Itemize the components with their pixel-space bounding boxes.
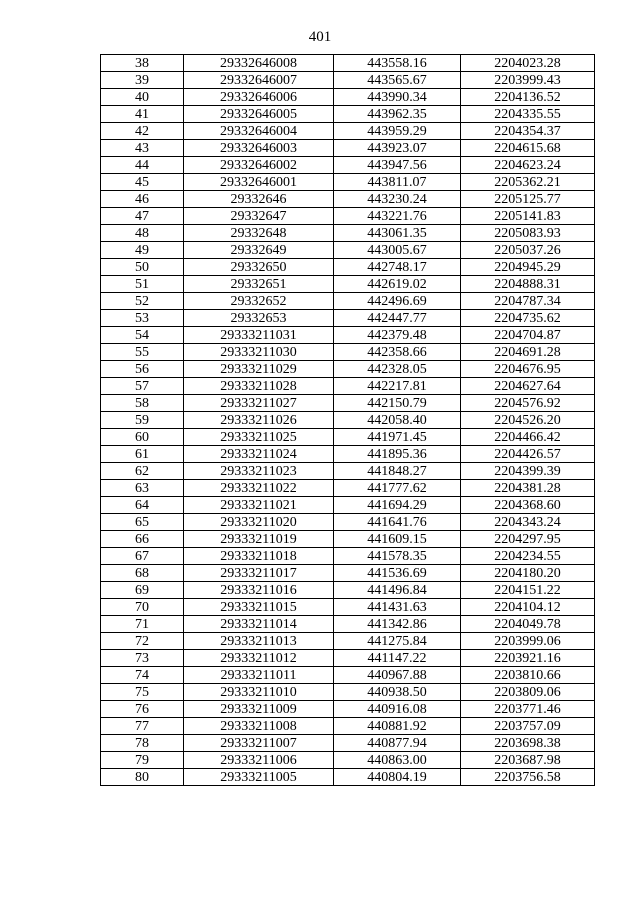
row-number-cell: 69	[101, 582, 184, 599]
x-coordinate-cell: 443962.35	[334, 106, 461, 123]
row-number-cell: 74	[101, 667, 184, 684]
y-coordinate-cell: 2204576.92	[461, 395, 595, 412]
point-id-cell: 29332646	[184, 191, 334, 208]
table-row	[101, 463, 595, 480]
table-row	[101, 735, 595, 752]
point-id-cell: 29333211016	[184, 582, 334, 599]
x-coordinate-cell: 442496.69	[334, 293, 461, 310]
row-number-cell: 76	[101, 701, 184, 718]
table-row	[101, 106, 595, 123]
table-row	[101, 327, 595, 344]
table-row	[101, 344, 595, 361]
y-coordinate-cell: 2204466.42	[461, 429, 595, 446]
x-coordinate-cell: 440863.00	[334, 752, 461, 769]
x-coordinate-cell: 442358.66	[334, 344, 461, 361]
y-coordinate-cell: 2204297.95	[461, 531, 595, 548]
point-id-cell: 29333211005	[184, 769, 334, 786]
y-coordinate-cell: 2204104.12	[461, 599, 595, 616]
x-coordinate-cell: 441431.63	[334, 599, 461, 616]
table-row	[101, 752, 595, 769]
row-number-cell: 45	[101, 174, 184, 191]
point-id-cell: 29332646007	[184, 72, 334, 89]
y-coordinate-cell: 2204049.78	[461, 616, 595, 633]
x-coordinate-cell: 442447.77	[334, 310, 461, 327]
row-number-cell: 65	[101, 514, 184, 531]
point-id-cell: 29333211015	[184, 599, 334, 616]
table-row	[101, 531, 595, 548]
y-coordinate-cell: 2204691.28	[461, 344, 595, 361]
x-coordinate-cell: 443565.67	[334, 72, 461, 89]
y-coordinate-cell: 2204151.22	[461, 582, 595, 599]
table-row	[101, 429, 595, 446]
point-id-cell: 29333211013	[184, 633, 334, 650]
table-row	[101, 480, 595, 497]
row-number-cell: 79	[101, 752, 184, 769]
table-row	[101, 514, 595, 531]
y-coordinate-cell: 2204335.55	[461, 106, 595, 123]
x-coordinate-cell: 441609.15	[334, 531, 461, 548]
row-number-cell: 77	[101, 718, 184, 735]
y-coordinate-cell: 2204023.28	[461, 55, 595, 72]
table-row	[101, 123, 595, 140]
point-id-cell: 29332651	[184, 276, 334, 293]
page-number: 401	[308, 29, 332, 45]
y-coordinate-cell: 2204354.37	[461, 123, 595, 140]
point-id-cell: 29333211006	[184, 752, 334, 769]
x-coordinate-cell: 443061.35	[334, 225, 461, 242]
table-row	[101, 276, 595, 293]
point-id-cell: 29333211021	[184, 497, 334, 514]
x-coordinate-cell: 440967.88	[334, 667, 461, 684]
table-row	[101, 191, 595, 208]
table-row	[101, 89, 595, 106]
point-id-cell: 29332646001	[184, 174, 334, 191]
table-row	[101, 293, 595, 310]
row-number-cell: 75	[101, 684, 184, 701]
point-id-cell: 29332653	[184, 310, 334, 327]
row-number-cell: 38	[101, 55, 184, 72]
row-number-cell: 57	[101, 378, 184, 395]
x-coordinate-cell: 443923.07	[334, 140, 461, 157]
table-row	[101, 446, 595, 463]
table-row	[101, 718, 595, 735]
table-row	[101, 616, 595, 633]
row-number-cell: 43	[101, 140, 184, 157]
row-number-cell: 40	[101, 89, 184, 106]
row-number-cell: 52	[101, 293, 184, 310]
y-coordinate-cell: 2204735.62	[461, 310, 595, 327]
x-coordinate-cell: 442379.48	[334, 327, 461, 344]
table-row	[101, 599, 595, 616]
x-coordinate-cell: 441777.62	[334, 480, 461, 497]
row-number-cell: 55	[101, 344, 184, 361]
x-coordinate-cell: 442328.05	[334, 361, 461, 378]
table-body	[101, 55, 595, 786]
row-number-cell: 50	[101, 259, 184, 276]
point-id-cell: 29332649	[184, 242, 334, 259]
row-number-cell: 64	[101, 497, 184, 514]
row-number-cell: 58	[101, 395, 184, 412]
table-row	[101, 548, 595, 565]
x-coordinate-cell: 443005.67	[334, 242, 461, 259]
x-coordinate-cell: 440804.19	[334, 769, 461, 786]
y-coordinate-cell: 2204368.60	[461, 497, 595, 514]
y-coordinate-cell: 2204787.34	[461, 293, 595, 310]
point-id-cell: 29333211031	[184, 327, 334, 344]
y-coordinate-cell: 2204615.68	[461, 140, 595, 157]
point-id-cell: 29333211014	[184, 616, 334, 633]
point-id-cell: 29332652	[184, 293, 334, 310]
point-id-cell: 29333211025	[184, 429, 334, 446]
table-row	[101, 174, 595, 191]
row-number-cell: 70	[101, 599, 184, 616]
y-coordinate-cell: 2204627.64	[461, 378, 595, 395]
table-row	[101, 55, 595, 72]
y-coordinate-cell: 2204623.24	[461, 157, 595, 174]
point-id-cell: 29333211007	[184, 735, 334, 752]
row-number-cell: 44	[101, 157, 184, 174]
y-coordinate-cell: 2203921.16	[461, 650, 595, 667]
table-row	[101, 667, 595, 684]
row-number-cell: 51	[101, 276, 184, 293]
y-coordinate-cell: 2204399.39	[461, 463, 595, 480]
table-row	[101, 684, 595, 701]
row-number-cell: 49	[101, 242, 184, 259]
point-id-cell: 29333211027	[184, 395, 334, 412]
x-coordinate-cell: 441848.27	[334, 463, 461, 480]
point-id-cell: 29332646002	[184, 157, 334, 174]
row-number-cell: 61	[101, 446, 184, 463]
row-number-cell: 53	[101, 310, 184, 327]
table-row	[101, 412, 595, 429]
table-row	[101, 157, 595, 174]
row-number-cell: 72	[101, 633, 184, 650]
row-number-cell: 42	[101, 123, 184, 140]
row-number-cell: 41	[101, 106, 184, 123]
table-row	[101, 140, 595, 157]
y-coordinate-cell: 2204945.29	[461, 259, 595, 276]
y-coordinate-cell: 2203756.58	[461, 769, 595, 786]
table-row	[101, 395, 595, 412]
row-number-cell: 48	[101, 225, 184, 242]
y-coordinate-cell: 2203809.06	[461, 684, 595, 701]
y-coordinate-cell: 2203687.98	[461, 752, 595, 769]
table-row	[101, 378, 595, 395]
table-row	[101, 72, 595, 89]
table-row	[101, 565, 595, 582]
y-coordinate-cell: 2204343.24	[461, 514, 595, 531]
row-number-cell: 80	[101, 769, 184, 786]
point-id-cell: 29333211008	[184, 718, 334, 735]
x-coordinate-cell: 440916.08	[334, 701, 461, 718]
row-number-cell: 66	[101, 531, 184, 548]
row-number-cell: 54	[101, 327, 184, 344]
row-number-cell: 67	[101, 548, 184, 565]
y-coordinate-cell: 2205037.26	[461, 242, 595, 259]
y-coordinate-cell: 2205141.83	[461, 208, 595, 225]
point-id-cell: 29332646005	[184, 106, 334, 123]
x-coordinate-cell: 441147.22	[334, 650, 461, 667]
point-id-cell: 29332648	[184, 225, 334, 242]
point-id-cell: 29332650	[184, 259, 334, 276]
y-coordinate-cell: 2204234.55	[461, 548, 595, 565]
table-row	[101, 259, 595, 276]
point-id-cell: 29333211010	[184, 684, 334, 701]
table-row	[101, 310, 595, 327]
x-coordinate-cell: 441496.84	[334, 582, 461, 599]
x-coordinate-cell: 441275.84	[334, 633, 461, 650]
point-id-cell: 29333211020	[184, 514, 334, 531]
y-coordinate-cell: 2205362.21	[461, 174, 595, 191]
x-coordinate-cell: 441342.86	[334, 616, 461, 633]
x-coordinate-cell: 441578.35	[334, 548, 461, 565]
x-coordinate-cell: 443947.56	[334, 157, 461, 174]
point-id-cell: 29333211018	[184, 548, 334, 565]
x-coordinate-cell: 441971.45	[334, 429, 461, 446]
x-coordinate-cell: 440877.94	[334, 735, 461, 752]
table-row	[101, 225, 595, 242]
x-coordinate-cell: 442217.81	[334, 378, 461, 395]
row-number-cell: 63	[101, 480, 184, 497]
point-id-cell: 29333211026	[184, 412, 334, 429]
point-id-cell: 29333211011	[184, 667, 334, 684]
point-id-cell: 29333211017	[184, 565, 334, 582]
x-coordinate-cell: 441694.29	[334, 497, 461, 514]
x-coordinate-cell: 443230.24	[334, 191, 461, 208]
point-id-cell: 29333211009	[184, 701, 334, 718]
x-coordinate-cell: 441641.76	[334, 514, 461, 531]
table-row	[101, 701, 595, 718]
x-coordinate-cell: 443558.16	[334, 55, 461, 72]
x-coordinate-cell: 442619.02	[334, 276, 461, 293]
y-coordinate-cell: 2203999.06	[461, 633, 595, 650]
table-row	[101, 650, 595, 667]
table-row	[101, 769, 595, 786]
x-coordinate-cell: 443811.07	[334, 174, 461, 191]
row-number-cell: 56	[101, 361, 184, 378]
row-number-cell: 68	[101, 565, 184, 582]
table-row	[101, 497, 595, 514]
row-number-cell: 73	[101, 650, 184, 667]
table-row	[101, 361, 595, 378]
row-number-cell: 71	[101, 616, 184, 633]
point-id-cell: 29332646004	[184, 123, 334, 140]
y-coordinate-cell: 2204180.20	[461, 565, 595, 582]
point-id-cell: 29333211024	[184, 446, 334, 463]
x-coordinate-cell: 441536.69	[334, 565, 461, 582]
x-coordinate-cell: 441895.36	[334, 446, 461, 463]
y-coordinate-cell: 2203810.66	[461, 667, 595, 684]
point-id-cell: 29332647	[184, 208, 334, 225]
row-number-cell: 60	[101, 429, 184, 446]
point-id-cell: 29333211028	[184, 378, 334, 395]
row-number-cell: 47	[101, 208, 184, 225]
x-coordinate-cell: 440938.50	[334, 684, 461, 701]
x-coordinate-cell: 440881.92	[334, 718, 461, 735]
y-coordinate-cell: 2204888.31	[461, 276, 595, 293]
table-row	[101, 242, 595, 259]
row-number-cell: 62	[101, 463, 184, 480]
y-coordinate-cell: 2204426.57	[461, 446, 595, 463]
table-row	[101, 208, 595, 225]
point-id-cell: 29333211030	[184, 344, 334, 361]
row-number-cell: 46	[101, 191, 184, 208]
y-coordinate-cell: 2204676.95	[461, 361, 595, 378]
y-coordinate-cell: 2203999.43	[461, 72, 595, 89]
y-coordinate-cell: 2203757.09	[461, 718, 595, 735]
coordinates-table	[100, 54, 595, 786]
x-coordinate-cell: 442150.79	[334, 395, 461, 412]
y-coordinate-cell: 2205083.93	[461, 225, 595, 242]
table-row	[101, 633, 595, 650]
point-id-cell: 29332646008	[184, 55, 334, 72]
y-coordinate-cell: 2204526.20	[461, 412, 595, 429]
point-id-cell: 29333211022	[184, 480, 334, 497]
x-coordinate-cell: 443959.29	[334, 123, 461, 140]
x-coordinate-cell: 443221.76	[334, 208, 461, 225]
row-number-cell: 78	[101, 735, 184, 752]
point-id-cell: 29333211012	[184, 650, 334, 667]
x-coordinate-cell: 443990.34	[334, 89, 461, 106]
y-coordinate-cell: 2203698.38	[461, 735, 595, 752]
y-coordinate-cell: 2204136.52	[461, 89, 595, 106]
point-id-cell: 29332646003	[184, 140, 334, 157]
x-coordinate-cell: 442058.40	[334, 412, 461, 429]
table-row	[101, 582, 595, 599]
point-id-cell: 29333211029	[184, 361, 334, 378]
row-number-cell: 39	[101, 72, 184, 89]
x-coordinate-cell: 442748.17	[334, 259, 461, 276]
y-coordinate-cell: 2204381.28	[461, 480, 595, 497]
point-id-cell: 29333211019	[184, 531, 334, 548]
y-coordinate-cell: 2204704.87	[461, 327, 595, 344]
y-coordinate-cell: 2203771.46	[461, 701, 595, 718]
point-id-cell: 29332646006	[184, 89, 334, 106]
row-number-cell: 59	[101, 412, 184, 429]
point-id-cell: 29333211023	[184, 463, 334, 480]
y-coordinate-cell: 2205125.77	[461, 191, 595, 208]
